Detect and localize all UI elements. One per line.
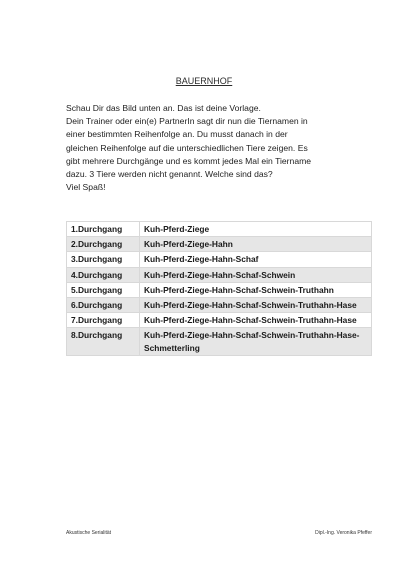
round-label: 7.Durchgang (67, 313, 140, 328)
round-animals: Kuh-Pferd-Ziege-Hahn (140, 237, 372, 252)
table-row (67, 267, 372, 282)
table-row (67, 282, 372, 297)
instruction-line: Viel Spaß! (66, 182, 106, 193)
instruction-line: einer bestimmten Reihenfolge an. Du musst danach in der (66, 129, 288, 140)
page-title: BAUERNHOF (175, 76, 233, 86)
table-row (67, 328, 372, 355)
round-label: 4.Durchgang (67, 267, 140, 282)
round-animals: Kuh-Pferd-Ziege-Hahn-Schaf (140, 252, 372, 267)
instruction-line: gibt mehrere Durchgänge und es kommt jedes Mal ein Tiername (66, 155, 312, 166)
rounds-table (66, 221, 372, 356)
instruction-line: dazu. 3 Tiere werden nicht genannt. Welche sind das? (66, 169, 273, 180)
round-animals: Kuh-Pferd-Ziege-Hahn-Schaf-Schwein-Truthahn (140, 282, 372, 297)
instruction-line: Schau Dir das Bild unten an. Das ist deine Vorlage. (66, 103, 261, 113)
instruction-line: gleichen Reihenfolge auf die unterschiedlichen Tiere zeigen. Es (66, 142, 308, 153)
round-label: 1.Durchgang (67, 222, 140, 237)
round-label: 6.Durchgang (67, 298, 140, 313)
round-animals: Kuh-Pferd-Ziege-Hahn-Schaf-Schwein-Truthahn-Hase (140, 313, 372, 328)
instructions (66, 102, 356, 194)
table-row (67, 222, 372, 237)
table-row (67, 237, 372, 252)
round-label: 3.Durchgang (67, 252, 140, 267)
footer-right: Dipl.-Ing. Veronika Pfeffer (315, 530, 372, 536)
table-row (67, 313, 372, 328)
round-animals: Kuh-Pferd-Ziege-Hahn-Schaf-Schwein-Truthahn-Hase (140, 298, 372, 313)
footer-left: Akustische Serialität (66, 530, 112, 536)
round-animals: Kuh-Pferd-Ziege (140, 222, 372, 237)
round-label: 8.Durchgang (67, 328, 140, 355)
round-animals: Kuh-Pferd-Ziege-Hahn-Schaf-Schwein-Truthahn-Hase-Schmetterling (140, 328, 372, 355)
table-row (67, 298, 372, 313)
instruction-line: Dein Trainer oder ein(e) PartnerIn sagt dir nun die Tiernamen in (66, 116, 308, 127)
round-animals: Kuh-Pferd-Ziege-Hahn-Schaf-Schwein (140, 267, 372, 282)
round-label: 5.Durchgang (67, 282, 140, 297)
table-row (67, 252, 372, 267)
round-label: 2.Durchgang (67, 237, 140, 252)
